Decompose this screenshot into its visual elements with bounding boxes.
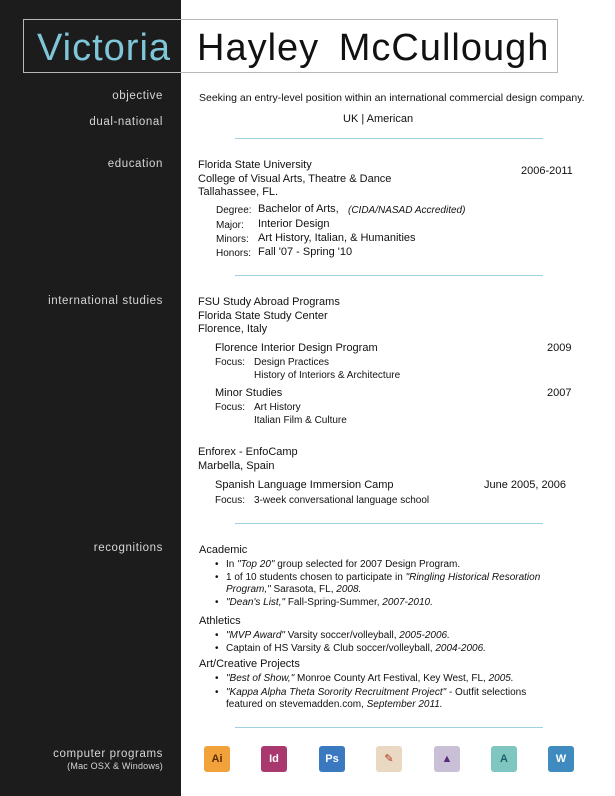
list-item: • "Best of Show," Monroe County Art Festival, Key West, FL, 2005.: [226, 672, 514, 685]
p2-year: 2007: [547, 387, 572, 399]
degree-value: Bachelor of Arts,: [258, 203, 339, 215]
label-education: education: [107, 158, 163, 170]
camp-title: Spanish Language Immersion Camp: [215, 479, 394, 491]
label-dual-national: dual-national: [89, 116, 163, 128]
edu-college: College of Visual Arts, Theatre & Dance: [198, 173, 392, 185]
camp-focus-label: Focus:: [215, 495, 246, 506]
list-item: • "Kappa Alpha Theta Sorority Recruitment Project" - Outfit selections: [226, 686, 526, 699]
first-name: Victoria: [37, 27, 172, 69]
edu-school: Florida State University: [198, 159, 312, 171]
wordpress-icon: W: [548, 746, 574, 772]
objective-text: Seeking an entry-level position within an international commercial design company.: [199, 92, 585, 104]
art-heading: Art/Creative Projects: [199, 658, 300, 670]
enforex-name: Enforex - EnfoCamp: [198, 446, 298, 458]
divider: [235, 275, 543, 276]
athletics-heading: Athletics: [199, 615, 241, 627]
honors-label: Honors:: [216, 248, 252, 259]
p1-focus-1: Design Practices: [254, 357, 330, 368]
label-objective: objective: [112, 90, 163, 102]
camp-years: June 2005, 2006: [484, 479, 566, 491]
autocad-icon: A: [491, 746, 517, 772]
p2-focus-2: Italian Film & Culture: [254, 415, 347, 426]
divider: [235, 727, 543, 728]
major-value: Interior Design: [258, 218, 330, 230]
academic-heading: Academic: [199, 544, 248, 556]
vectorworks-icon: ▲: [434, 746, 460, 772]
sketch-pen-icon: ✎: [376, 746, 402, 772]
label-computer-programs-sub: (Mac OSX & Windows): [67, 761, 163, 771]
edu-years: 2006-2011: [521, 165, 573, 177]
last-name: Hayley McCullough: [197, 27, 550, 69]
honors-value: Fall '07 - Spring '10: [258, 246, 353, 258]
divider: [235, 523, 543, 524]
intl-program: FSU Study Abroad Programs: [198, 296, 340, 308]
degree-label: Degree:: [216, 205, 252, 216]
label-computer-programs: computer programs: [53, 748, 163, 760]
enforex-location: Marbella, Spain: [198, 460, 275, 472]
minors-label: Minors:: [216, 234, 249, 245]
edu-location: Tallahassee, FL.: [198, 186, 279, 198]
p2-focus-1: Art History: [254, 402, 301, 413]
p1-title: Florence Interior Design Program: [215, 342, 378, 354]
list-item: • "MVP Award" Varsity soccer/volleyball, 2005-2006.: [226, 629, 450, 642]
p1-focus-2: History of Interiors & Architecture: [254, 370, 401, 381]
list-item-continued: Program," Sarasota, FL, 2008.: [226, 584, 362, 595]
divider: [235, 138, 543, 139]
major-label: Major:: [216, 220, 244, 231]
p2-title: Minor Studies: [215, 387, 283, 399]
dual-national-text: UK | American: [343, 113, 414, 125]
illustrator-icon: Ai: [204, 746, 230, 772]
list-item-continued: featured on stevemadden.com, September 2011.: [226, 699, 443, 710]
minors-value: Art History, Italian, & Humanities: [258, 232, 416, 244]
p1-year: 2009: [547, 342, 572, 354]
list-item: • 1 of 10 students chosen to participate in "Ringling Historical Resoration: [226, 571, 540, 584]
list-item: • In "Top 20" group selected for 2007 Design Program.: [226, 558, 460, 571]
label-international-studies: international studies: [48, 295, 163, 307]
intl-center: Florida State Study Center: [198, 310, 328, 322]
label-recognitions: recognitions: [93, 542, 163, 554]
photoshop-icon: Ps: [319, 746, 345, 772]
intl-location: Florence, Italy: [198, 323, 268, 335]
list-item: • "Dean's List," Fall-Spring-Summer, 2007-2010.: [226, 596, 433, 609]
degree-note: (CIDA/NASAD Accredited): [348, 205, 466, 216]
list-item: • Captain of HS Varsity & Club soccer/volleyball, 2004-2006.: [226, 642, 486, 655]
p1-focus-label: Focus:: [215, 357, 246, 368]
p2-focus-label: Focus:: [215, 402, 246, 413]
camp-focus: 3-week conversational language school: [254, 495, 430, 506]
indesign-icon: Id: [261, 746, 287, 772]
